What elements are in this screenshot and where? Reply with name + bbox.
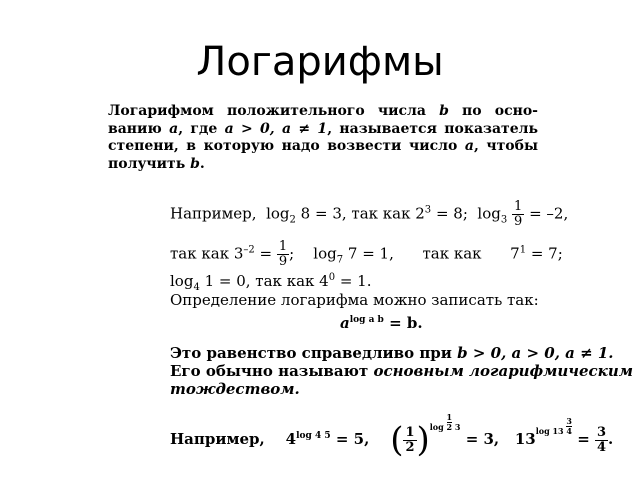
example-text: = 1. bbox=[335, 272, 372, 290]
example-text: = 3, bbox=[460, 430, 500, 448]
numerator: 1 bbox=[278, 239, 288, 254]
log-label: log bbox=[266, 204, 290, 223]
log-base: 2 bbox=[289, 214, 296, 226]
numerator: 1 bbox=[514, 199, 523, 214]
example-text: = bbox=[571, 430, 595, 448]
identity-tail: = b. bbox=[383, 314, 423, 332]
note-emphasis: основным логарифмическим bbox=[373, 362, 633, 380]
slide-title: Логарифмы bbox=[196, 39, 444, 85]
example-text: 1 = 0, так как 4 bbox=[199, 272, 329, 290]
example-text: 8 = 3, так как 2 bbox=[295, 204, 425, 223]
power-exponent: log 4 5 bbox=[296, 431, 331, 441]
definition-text: , называется показатель степени, в которую надо возвести число bbox=[108, 120, 538, 154]
denominator: 4 bbox=[566, 426, 572, 436]
equality-note-line-2 bbox=[170, 362, 633, 380]
example-line-1 bbox=[170, 200, 568, 229]
definition-text: , где bbox=[178, 120, 225, 137]
denominator: 9 bbox=[278, 254, 288, 269]
example-text: = 8; bbox=[431, 204, 468, 223]
numerator: 1 bbox=[405, 424, 415, 440]
denominator: 2 bbox=[405, 439, 415, 455]
open-paren: ( bbox=[390, 420, 404, 460]
exponent: –2 bbox=[243, 244, 255, 256]
log-label: log bbox=[170, 272, 194, 290]
numerator: 1 bbox=[446, 412, 453, 422]
var-a: a bbox=[169, 120, 179, 137]
example-text: ; bbox=[289, 244, 295, 263]
close-paren: ) bbox=[416, 420, 430, 460]
example-text: так как 3 bbox=[170, 244, 244, 263]
example-text: . bbox=[608, 430, 614, 448]
definition-text: . bbox=[199, 155, 205, 172]
exponent: 1 bbox=[519, 244, 527, 256]
log-base: 7 bbox=[336, 254, 344, 266]
definition-text: Логарифмом положительного числа bbox=[108, 103, 440, 119]
definition-text: по осно-ванию bbox=[108, 103, 538, 137]
exponent-fraction bbox=[430, 413, 461, 432]
example-line-4 bbox=[170, 412, 614, 460]
power-base: 4 bbox=[285, 430, 297, 448]
fraction bbox=[277, 240, 289, 269]
example-lead: Например, bbox=[170, 204, 257, 223]
exp-frac bbox=[447, 413, 453, 432]
definition-text: , чтобы получить bbox=[108, 138, 538, 172]
log-base: 4 bbox=[193, 282, 200, 293]
example-text: 7 = 1, bbox=[343, 244, 394, 263]
denominator: 9 bbox=[514, 214, 523, 229]
var-a: a bbox=[464, 138, 474, 154]
exponent-fraction bbox=[536, 417, 572, 436]
exponent: 0 bbox=[328, 272, 336, 283]
power-base: 13 bbox=[514, 430, 536, 448]
identity-base: a bbox=[340, 314, 350, 332]
example-lead: Например, bbox=[170, 430, 265, 448]
example-text: = 5, bbox=[330, 430, 370, 448]
note-text: Его обычно называют bbox=[170, 362, 374, 380]
exponent: 3 bbox=[424, 204, 432, 216]
numerator: 3 bbox=[596, 424, 607, 440]
definition-paragraph bbox=[108, 103, 538, 173]
denominator: 2 bbox=[446, 422, 453, 432]
identity-formula bbox=[340, 314, 423, 332]
example-line-2 bbox=[170, 240, 563, 269]
example-text: = –2, bbox=[524, 204, 569, 223]
fraction bbox=[403, 426, 416, 455]
fraction bbox=[512, 200, 524, 229]
example-text: = 7; bbox=[526, 244, 563, 263]
example-text: так как bbox=[422, 244, 482, 263]
log-label: log bbox=[429, 422, 444, 432]
log-label: log bbox=[477, 204, 501, 223]
fraction bbox=[595, 426, 608, 455]
log-label: log bbox=[313, 244, 337, 263]
note-line: Определение логарифма можно записать так: bbox=[170, 291, 539, 309]
equality-note-line-3: тождеством. bbox=[170, 380, 300, 398]
condition: b > 0, a > 0, a ≠ 1. bbox=[457, 344, 614, 362]
var-b: b bbox=[190, 155, 200, 172]
equality-note-line-1 bbox=[170, 344, 614, 362]
identity-exponent: log a b bbox=[349, 315, 384, 325]
var-b: b bbox=[439, 103, 449, 119]
example-text: = bbox=[254, 244, 277, 263]
log-label: log 13 bbox=[535, 426, 564, 436]
example-text: 7 bbox=[510, 244, 520, 263]
numerator: 3 bbox=[566, 416, 572, 426]
log-arg: 3 bbox=[454, 422, 461, 432]
example-line-3 bbox=[170, 272, 372, 293]
log-base: 3 bbox=[500, 214, 508, 226]
denominator: 4 bbox=[596, 439, 607, 455]
note-text: Это равенство справедливо при bbox=[170, 344, 458, 362]
condition: a > 0, a ≠ 1 bbox=[224, 120, 328, 137]
